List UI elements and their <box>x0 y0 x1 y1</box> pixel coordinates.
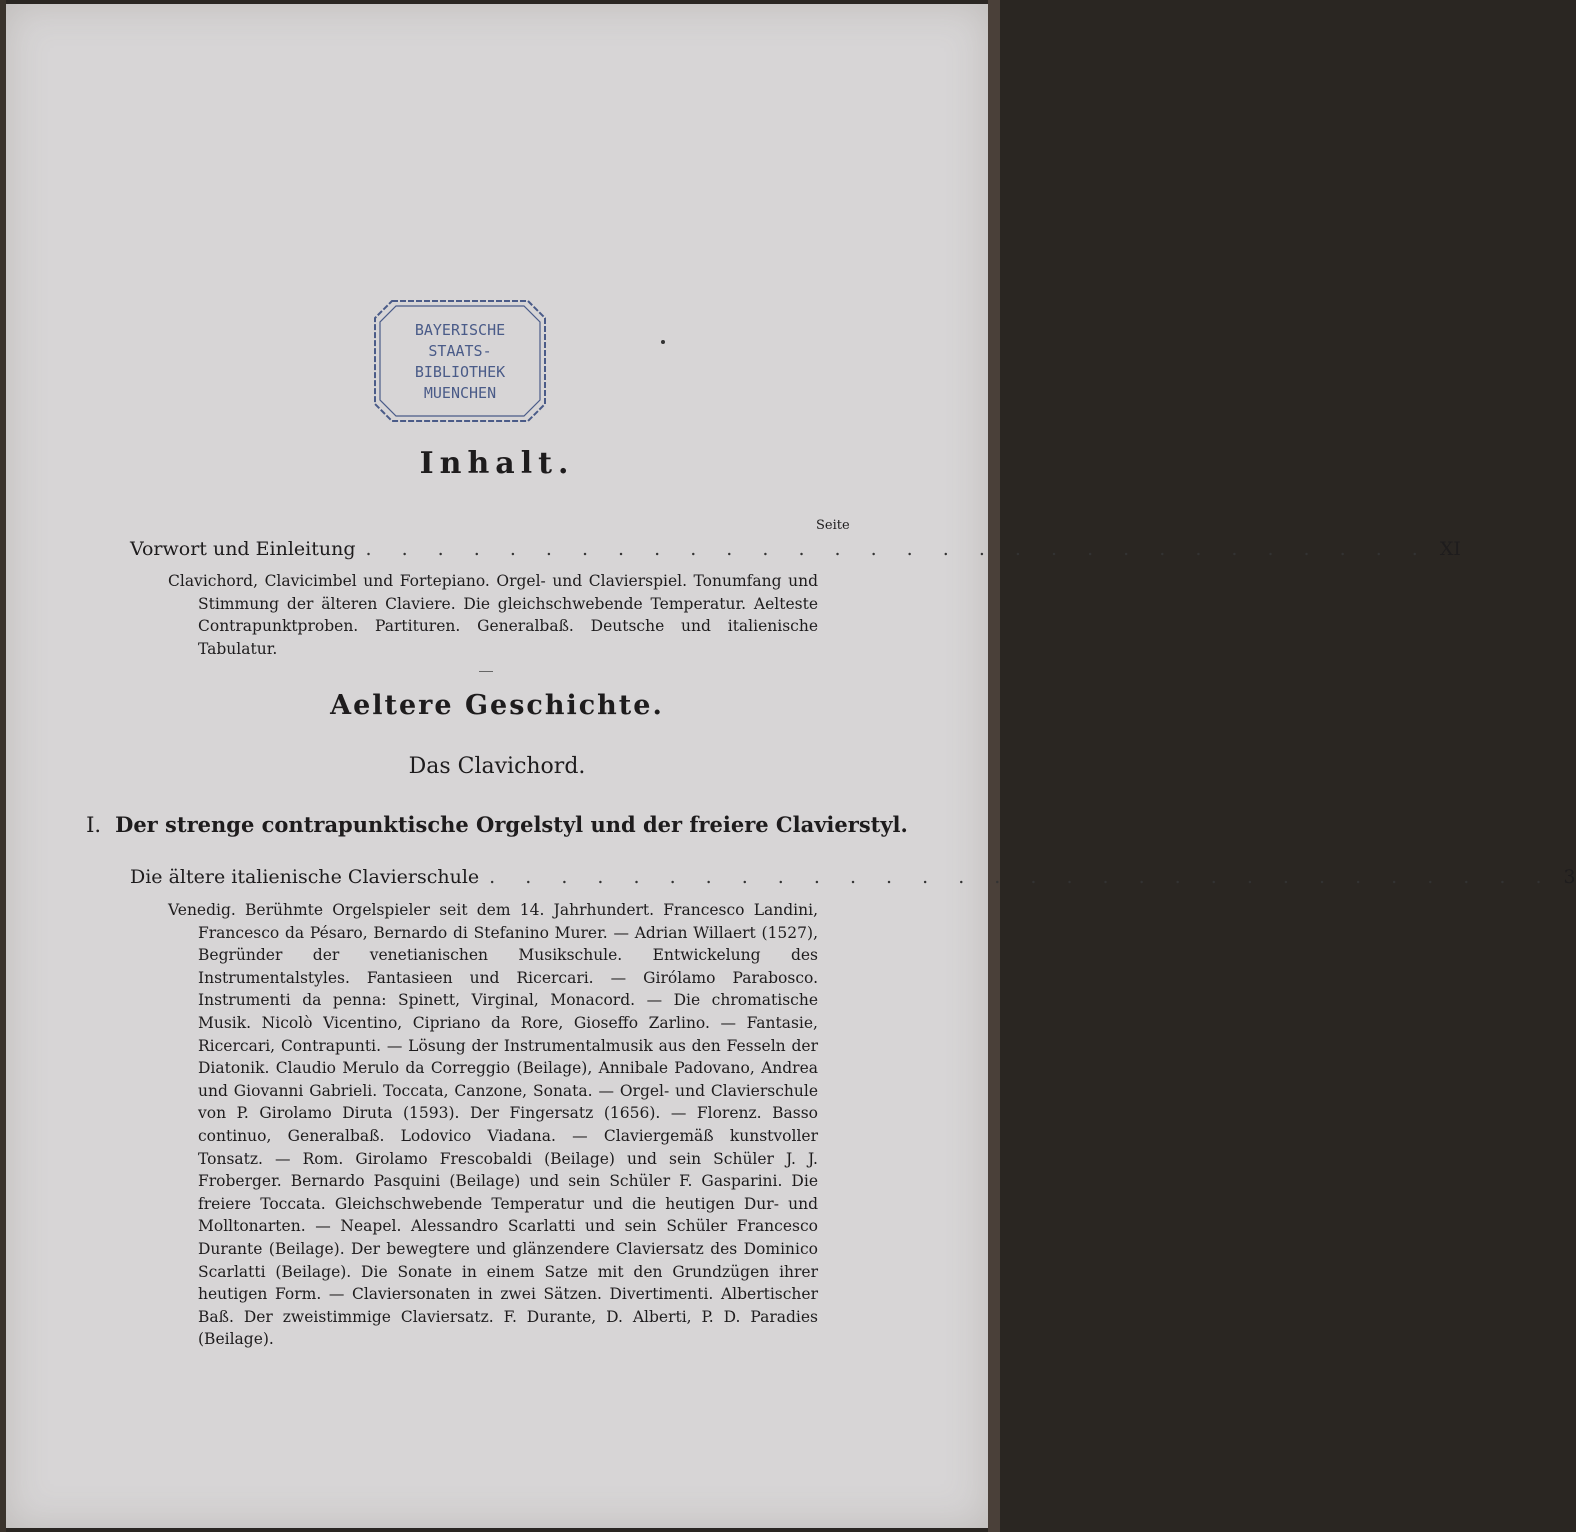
divider <box>479 671 493 672</box>
page-column-label: Seite <box>816 518 850 533</box>
page-title: Inhalt. <box>419 446 575 481</box>
stamp-line-1: BAYERISCHE <box>414 321 506 339</box>
dot-leader: . . . . . . . . . . . . . . . . . . . . . . . . . . . . . . <box>365 538 1430 560</box>
heading-major: Aeltere Geschichte. <box>330 690 664 721</box>
dot-leader: . . . . . . . . . . . . . . . . . . . . . . . . . . . . . . <box>489 866 1554 888</box>
toc-entry-summary <box>168 899 818 1351</box>
toc-entry-summary <box>168 570 818 660</box>
stamp-border-icon <box>372 298 548 424</box>
toc-entry-label: Vorwort und Einleitung <box>130 538 356 560</box>
toc-entry-page: XI <box>1439 538 1461 560</box>
heading-minor: Das Clavichord. <box>408 754 586 779</box>
summary-text: Clavichord, Clavicimbel und Fortepiano. Orgel- und Clavierspiel. Tonumfang und Stimmung der älteren Claviere. Die gleichschwebende Temperatur. Aelteste Contrapunktproben. Partituren. Generalbaß. Deutsche und italienische Tabulatur. <box>168 572 818 658</box>
section-number: I. <box>86 813 102 837</box>
section-title: Der strenge contrapunktische Orgelstyl und der freiere Clavierstyl. <box>115 812 908 837</box>
toc-entry-page: 3 <box>1563 866 1576 888</box>
stamp-line-4: MUENCHEN <box>423 384 497 402</box>
library-stamp <box>372 298 548 424</box>
page-edge-right <box>988 0 1000 1532</box>
summary-text: Venedig. Berühmte Orgelspieler seit dem 14. Jahrhundert. Francesco Landini, Francesco da Pésaro, Bernardo di Stefanino Murer. — Adrian Willaert (1527), Begründer der venetianischen Musikschule. Entwickelung des Instrumentalstyles. Fantasieen und Ricercari. — Girólamo Parabosco. Instrumenti da penna: Spinett, Virginal, Monacord. — Die chromatische Musik. Nicolò Vicentino, Cipriano da Rore, Gioseffo Zarlino. — Fantasie, Ricercari, Contrapunti. — Lösung der Instrumentalmusik aus den Fesseln der Diatonik. Claudio Merulo da Correggio (Beilage), Annibale Padovano, Andrea und Giovanni Gabrieli. Toccata, Canzone, Sonata. — Orgel- und Clavierschule von P. Girolamo Diruta (1593). Der Fingersatz (1656). — Florenz. Basso continuo, Generalbaß. Lodovico Viadana. — Claviergemäß kunstvoller Tonsatz. — Rom. Girolamo Frescobaldi (Beilage) und sein Schüler J. J. Froberger. Bernardo Pasquini (Beilage) und sein Schüler F. Gasparini. Die freiere Toccata. Gleichschwebende Temperatur und die heutigen Dur- und Molltonarten. — Neapel. Alessandro Scarlatti und sein Schüler Francesco Durante (Beilage). Der bewegtere und glänzendere Claviersatz des Dominico Scarlatti (Beilage). Die Sonate in einem Satze mit den Grundzügen ihrer heutigen Form. — Claviersonaten in zwei Sätzen. Divertimenti. Albertischer Baß. Der zweistimmige Claviersatz. F. Durante, D. Alberti, P. D. Paradies (Beilage). <box>168 901 818 1349</box>
toc-entry-vorwort[interactable] <box>130 538 1461 560</box>
stamp-line-3: BIBLIOTHEK <box>414 363 506 381</box>
section-heading <box>6 812 988 837</box>
toc-entry-clavierschule[interactable] <box>130 866 1576 888</box>
toc-entry-label: Die ältere italienische Clavierschule <box>130 866 480 888</box>
book-page <box>6 4 1576 1528</box>
ink-speck <box>661 340 665 344</box>
stamp-line-2: STAATS- <box>428 342 492 360</box>
